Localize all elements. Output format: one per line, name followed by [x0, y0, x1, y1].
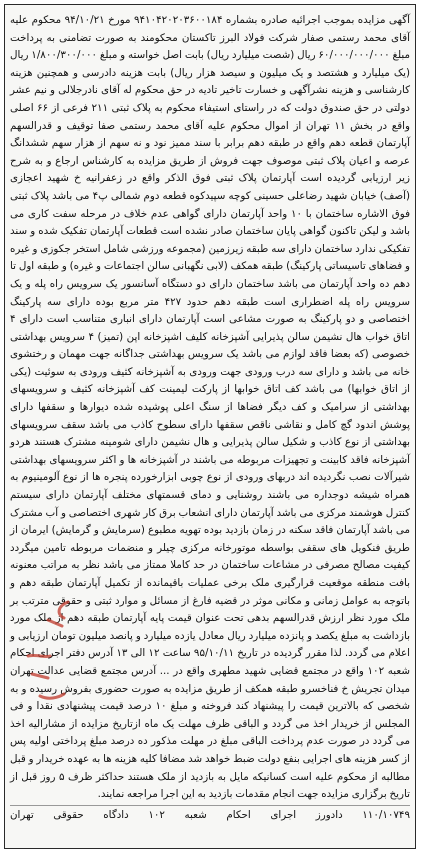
legal-notice — [4, 4, 416, 849]
notice-footer: ۱۱۰/۱۰۷۴۹ دادورز اجرای احکام شعبه ۱۰۲ دادگاه حقوقی تهران — [10, 805, 410, 824]
notice-body: آگهی مزایده بموجب اجرائیه صادره بشماره ۹۴۱۰۴۲۰۲۰۳۶۰۰۱۸۴ مورخ ۹۴/۱۰/۲۱ محکوم علیه آقای محمد رستمی صفار شرکت فولاد البرز تاکستان محکومند به صورت تضامنی به پرداخت مبلغ ۶۰/۰۰۰/۰۰۰/۰۰۰ ریال (شصت میلیارد ریال) بابت اصل خواسته و مبلغ ۱/۸۰۰/۳۰۰/۰۰۰ ریال (یک میلیارد و هشتصد و یک میلیون و سیصد هزار ریال) بابت هزینه دادرسی و همچنین هزینه کارشناسی و هزینه نشرآگهی و خسارت تاخیر تادیه در حق محکوم له آقای نادرجلالی و نیم عشر دولتی در حق صندوق دولت که در راستای استیفاء محکوم به پلاک ثبتی ۲۱۱ فرعی از ۶۶ اصلی واقع در بخش ۱۱ تهران از اموال محکوم علیه آقای محمد رستمی صفا توقیف و قدرالسهم آپارتمان قطعه دهم واقع در طبقه دهم برابر با سند ممیز نود و نه سهم از هزار سهم ششدانگ عرصه و اعیان پلاک ثبتی موصوف جهت فروش از طریق مزایده به کارشناس ارجاع و به شرح زیر ارزیابی گردیده است آپارتمان پلاک ثبتی فوق الذکر واقع در زعفرانیه خ شهید اعجازی (آصف) خیابان شهید رضاعلی حسینی کوچه سپیدکوه قطعه دوم شمالی پ۴ می باشد پلاک ثبتی فوق الاشاره ساختمان با ۱۰ واحد آپارتمان دارای گواهی عدم خلاف در مرحله سفت کاری می باشد و لیکن تاکنون گواهی پایان ساختمان صادر نشده است قطعات آپارتمان تفکیک شده و سند تفکیکی ندارد ساختمان دارای سه طبقه زیرزمین (مجموعه ورزشی شامل استخر جکوزی و غیره و فضاهای تاسیساتی پارکینگ) طبقه همکف (لابی نگهبانی سالن اجتماعات و غیره) و طبقه اول تا دهم ده واحد آپارتمان می باشد ساختمان دارای دو دستگاه آسانسور یک سرویس راه پله و یک سرویس راه پله اضطراری است طبقه دهم حدود ۴۲۷ متر مربع بوده دارای سه پارکینگ اختصاصی و دو پارکینگ به صورت مشاعی است آپارتمان دارای انباری متناسب است دارای ۴ اتاق خواب هال نشیمن سالن پذیرایی آشپزخانه کلیف اشپزخانه اپن (تمیز) ۴ سرویس بهداشتی خصوصی (که بعضا فاقد لوازم می باشد یک سرویس بهداشتی جداگانه جهت مهمان و رختشوی خانه می باشد و دارای سه درب ورودی جهت ورودی به آشپزخانه کثیف ورودی به سوئیت (یکی از اتاق خوابها) می باشد کف اتاق خوابها از پارکت لیمینت کف آشپزخانه کثیف و سرویسهای بهداشتی از سرامیک و کف دیگر فضاها از سنگ اعلی پوشیده شده دیوارها و سقفها دارای پوشش اندود گچ کامل و نقاشی ناقص سقفها دارای سطوح کاذب می باشد سقف سرویسهای بهداشتی از نوع کاذب و شکیل سالن پذیرایی و هال نشیمن دارای شومینه مشترک هستند هردو آشپزخانه فاقد کابینت و تجهیزات مربوطه می باشند در آشپزخانه ها و اکثر سرویسهای بهداشتی شیرآلات نصب نگردیده اند دربهای ورودی از نوع چوبی ابزارخورده پنجره ها از نوع آلومینیوم به همراه شیشه دوجداره می باشند روشنایی و دمای قسمتهای مختلف آپارتمان دارای سیستم کنترل هوشمند مرکزی می باشد آپارتمان دارای انشعاب برق کار شهری اختصاصی و آب مشترک می باشد آپارتمان فاقد سکنه در زمان بازدید بوده تهویه مطبوع (سرمایش و گرمایش) ایرمان از طریق فنکویل های سقفی بواسطه موتورخانه مرکزی چیلر و منضمات مربوطه تامین میگردد کیفیت مصالح مصرفی در مشاعات ساختمان در حد کاملا ممتاز می باشد نظر به مراتب معنونه بافت منطقه موقعیت قرارگیری ملک برخی عملیات باقیمانده از تکمیل آپارتمان طبقه دهم و باتوجه به عوامل زمانی و مکانی موثر در قضیه فارغ از مسائل و موارد ثبتی و حقوقی مترتب بر ملک مورد نظر ارزش قدرالسهم بدهی تحت عنوان قیمت پایه آپارتمان طبقه دهم از ملک مورد بازداشت به مبلغ یکصد و پانزده میلیارد ریال معادل یازده میلیارد و پانصد میلیون تومان ارزیابی و اعلام می گردد. لذا مقرر گردیده در تاریخ ۹۵/۱۰/۱۱ ساعت ۱۲ الی ۱۳ آدرس دفتر اجرای احکام شعبه ۱۰۲ واقع در مجتمع قضایی شهید مطهری واقع در ... آدرس مجتمع قضایی عدالت تهران میدان تجریش خ فناخسرو طبقه همکف از طریق مزایده به صورت حضوری بفروش رسیده و به شخصی که بالاترین قیمت را پیشنهاد کند فروخته و مبلغ ۱۰ درصد قیمت پیشنهادی نقدا و فی المجلس از خریدار اخذ می گردد و الباقی ظرف مهلت یک ماه ازتاریخ مزایده از مشارالیه اخذ می گردد در صورت عدم پرداخت الباقی مبلغ در مهلت مذکور ده درصد مبلغ پرداختی اولیه پس از کسر هزینه های اجرایی بنفع دولت ضبط خواهد شد مضافا کلیه هزینه ها به عهده خریدار و قبل مطالبه از محکوم علیه است کسانیکه مایل به بازدید از ملک هستند حداکثر ظرف ۵ روز قبل از تاریخ برگزاری مزایده جهت انجام مقدمات بازدید به این اجرا مراجعه نمایند. — [10, 14, 411, 801]
